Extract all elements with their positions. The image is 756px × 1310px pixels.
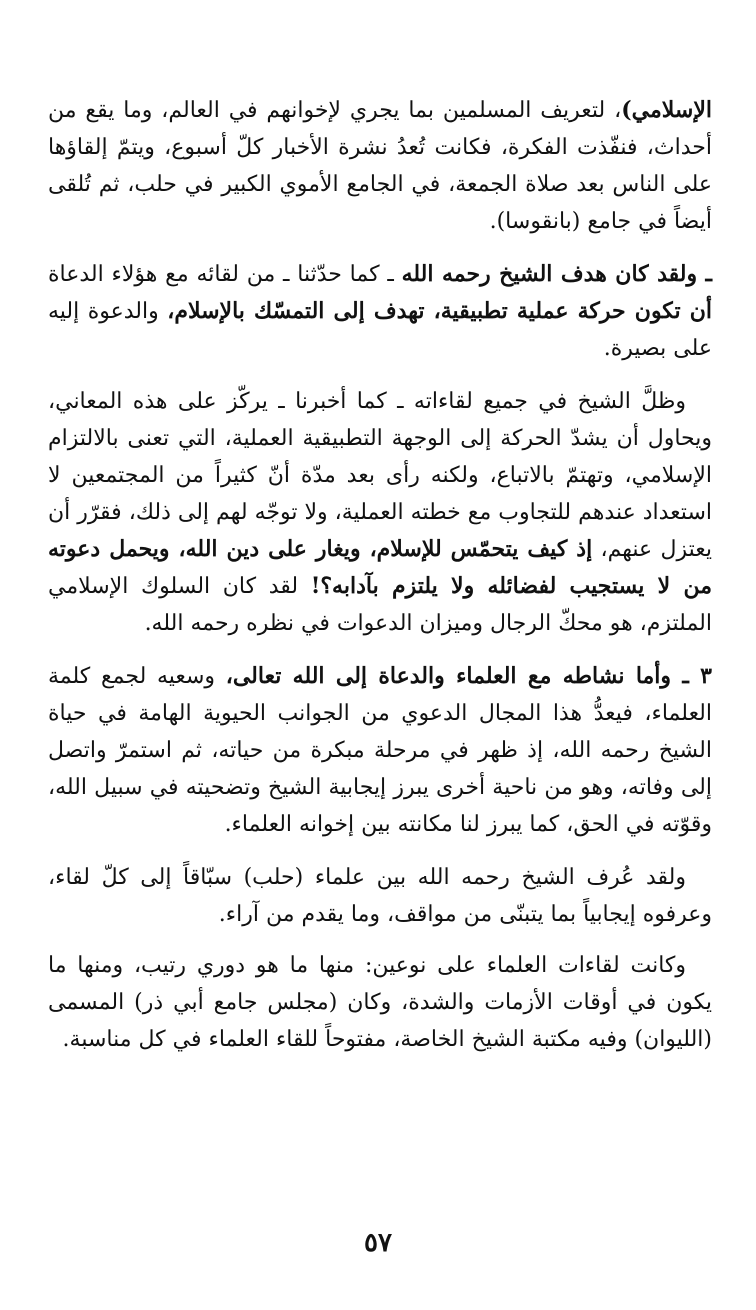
text-run: لقد كان السلوك الإسلامي الملتزم، هو محكّ الرجال وميزان الدعوات في نظره رحمه الله. xyxy=(48,574,712,636)
paragraph xyxy=(48,256,712,367)
paragraph xyxy=(48,859,712,933)
bold-run: الإسلامي) xyxy=(621,97,712,123)
paragraph xyxy=(48,383,712,642)
bold-run: أن تكون حركة عملية تطبيقية، تهدف إلى التمسّك بالإسلام، xyxy=(167,298,713,324)
paragraph xyxy=(48,92,712,240)
bold-run: ـ ولقد كان هدف الشيخ رحمه الله xyxy=(401,261,712,287)
page-body xyxy=(48,92,712,1074)
bold-run: إذ كيف يتحمّس للإسلام، ويغار على دين الله، ويحمل دعوته من لا يستجيب لفضائله ولا يلتزم بآدابه؟! xyxy=(48,536,713,599)
text-run: وسعيه لجمع كلمة العلماء، فيعدُّ هذا المجال الدعوي من الجوانب الحيوية الهامة في حياة الشيخ رحمه الله، إذ ظهر في مرحلة مبكرة من حياته، ثم استمرّ واتصل إلى وفاته، وهو من ناحية أخرى يبرز إيجابية الشيخ وتضحيته في سبيل الله، وقوّته في الحق، كما يبرز لنا مكانته بين إخوانه العلماء. xyxy=(48,664,712,837)
text-run: وكانت لقاءات العلماء على نوعين: منها ما هو دوري رتيب، ومنها ما يكون في أوقات الأزمات والشدة، وكان (مجلس جامع أبي ذر) المسمى (الليوان) وفيه مكتبة الشيخ الخاصة، مفتوحاً للقاء العلماء في كل مناسبة. xyxy=(48,953,712,1052)
text-run: ولقد عُرف الشيخ رحمه الله بين علماء (حلب) سبّاقاً إلى كلّ لقاء، وعرفوه إيجابياً بما يتبنّى من مواقف، وما يقدم من آراء. xyxy=(48,865,712,927)
paragraph xyxy=(48,947,712,1058)
page-number: ٥٧ xyxy=(364,1228,392,1258)
text-run: ، لتعريف المسلمين بما يجري لإخوانهم في العالم، وما يقع من أحداث، فنفّذت الفكرة، فكانت تُعدُ نشرة الأخبار كلّ أسبوع، ويتمّ إلقاؤها على الناس بعد صلاة الجمعة، في الجامع الأموي الكبير في حلب، ثم تُلقى أيضاً في جامع (بانقوسا). xyxy=(48,98,712,234)
text-run: وظلَّ الشيخ في جميع لقاءاته ـ كما أخبرنا ـ يركّز على هذه المعاني، ويحاول أن يشدّ الحركة إلى الوجهة التطبيقية العملية، التي تعنى بالالتزام الإسلامي، وتهتمّ بالاتباع، ولكنه رأى بعد مدّة أنّ كثيراً من المجتمعين لا استعداد عندهم للتجاوب مع خطته العملية، ولا توجّه لهم إلى ذلك، فقرّر أن يعتزل عنهم، xyxy=(48,389,713,562)
text-run: والدعوة إليه على بصيرة. xyxy=(48,299,712,361)
paragraph xyxy=(48,658,712,843)
bold-run: ٣ ـ وأما نشاطه مع العلماء والدعاة إلى الله تعالى، xyxy=(225,663,712,689)
text-run: ـ كما حدّثنا ـ من لقائه مع هؤلاء الدعاة xyxy=(48,262,402,287)
